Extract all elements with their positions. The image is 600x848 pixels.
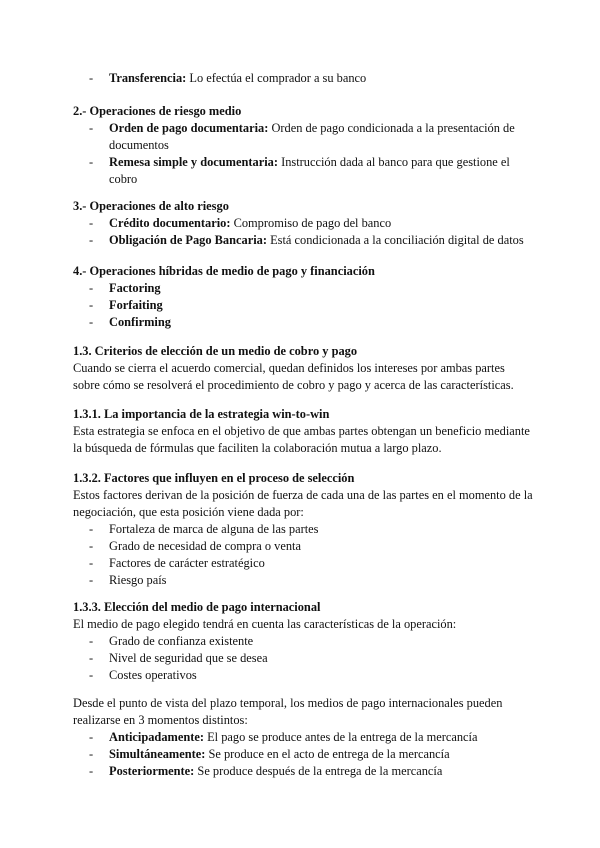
section-paragraph: Esta estrategia se enfoca en el objetivo de que ambas partes obtengan un beneficio mediante la búsqueda de fórmulas que faciliten la colaboración mutua a largo plazo. [73, 424, 530, 455]
section-1-3 [73, 343, 533, 394]
dash-marker: - [89, 539, 94, 553]
dash-marker: - [89, 71, 94, 85]
section-high-risk [73, 198, 533, 249]
choice-criteria-list [73, 633, 533, 684]
section-heading: 2.- Operaciones de riesgo medio [73, 104, 242, 118]
section-1-3-3 [73, 599, 533, 684]
section-heading: 1.3.2. Factores que influyen en el proceso de selección [73, 471, 355, 485]
list-item [73, 521, 533, 538]
list-item [73, 154, 533, 188]
list-item-term: Orden de pago documentaria: [109, 121, 269, 135]
dash-marker: - [89, 522, 94, 536]
list-item [73, 70, 533, 87]
transfer-list-block [73, 70, 533, 87]
dash-marker: - [89, 121, 94, 135]
list-item-term: Transferencia: [109, 71, 187, 85]
list-item [73, 314, 533, 331]
section-timing [73, 695, 533, 780]
dash-marker: - [89, 651, 94, 665]
section-hybrid [73, 263, 533, 331]
dash-marker: - [89, 668, 94, 682]
list-item [73, 215, 533, 232]
list-item [73, 650, 533, 667]
medium-risk-list [73, 120, 533, 188]
section-paragraph: Cuando se cierra el acuerdo comercial, quedan definidos los intereses por ambas partes sobre cómo se resolverá el procedimiento de cobro y pago y acerca de las características. [73, 361, 514, 392]
list-item [73, 232, 533, 249]
list-item-text: Grado de necesidad de compra o venta [109, 539, 301, 553]
dash-marker: - [89, 573, 94, 587]
section-heading: 1.3.1. La importancia de la estrategia win-to-win [73, 407, 330, 421]
dash-marker: - [89, 315, 94, 329]
timing-list [73, 729, 533, 780]
list-item-text: Costes operativos [109, 668, 197, 682]
section-heading: 1.3.3. Elección del medio de pago internacional [73, 600, 321, 614]
section-heading: 3.- Operaciones de alto riesgo [73, 199, 229, 213]
transfer-list [73, 70, 533, 87]
list-item-term: Remesa simple y documentaria: [109, 155, 278, 169]
dash-marker: - [89, 747, 94, 761]
list-item-text: Fortaleza de marca de alguna de las partes [109, 522, 319, 536]
list-item-text: Grado de confianza existente [109, 634, 254, 648]
list-item-text: Lo efectúa el comprador a su banco [186, 71, 367, 85]
hybrid-list [73, 280, 533, 331]
section-paragraph: Estos factores derivan de la posición de fuerza de cada una de las partes en el momento de la negociación, que esta posición viene dada por: [73, 488, 533, 519]
list-item-text: El pago se produce antes de la entrega de la mercancía [204, 730, 478, 744]
list-item-text: Está condicionada a la conciliación digital de datos [266, 233, 524, 247]
list-item-text: Orden de pago condicionada a la presentación de documentos [109, 121, 515, 152]
list-item [73, 297, 533, 314]
list-item-term: Simultáneamente: [109, 747, 206, 761]
dash-marker: - [89, 556, 94, 570]
section-medium-risk [73, 103, 533, 188]
section-paragraph: El medio de pago elegido tendrá en cuenta las características de la operación: [73, 617, 457, 631]
list-item-text: Factores de carácter estratégico [109, 556, 265, 570]
list-item [73, 667, 533, 684]
list-item-term: Factoring [109, 281, 161, 295]
dash-marker: - [89, 233, 94, 247]
list-item [73, 746, 533, 763]
dash-marker: - [89, 730, 94, 744]
list-item [73, 633, 533, 650]
section-1-3-1 [73, 406, 533, 457]
section-heading: 4.- Operaciones híbridas de medio de pago y financiación [73, 264, 375, 278]
list-item-text: Se produce después de la entrega de la mercancía [194, 764, 443, 778]
list-item-text: Nivel de seguridad que se desea [109, 651, 268, 665]
dash-marker: - [89, 764, 94, 778]
dash-marker: - [89, 281, 94, 295]
list-item-text: Compromiso de pago del banco [230, 216, 392, 230]
list-item [73, 280, 533, 297]
list-item-text: Riesgo país [109, 573, 167, 587]
list-item [73, 572, 533, 589]
list-item [73, 555, 533, 572]
list-item-term: Confirming [109, 315, 171, 329]
factors-list [73, 521, 533, 589]
list-item [73, 763, 533, 780]
list-item-term: Obligación de Pago Bancaria: [109, 233, 267, 247]
list-item-term: Forfaiting [109, 298, 163, 312]
list-item-term: Posteriormente: [109, 764, 195, 778]
list-item-text: Instrucción dada al banco para que gestione el cobro [109, 155, 510, 186]
section-heading: 1.3. Criterios de elección de un medio de cobro y pago [73, 344, 358, 358]
dash-marker: - [89, 634, 94, 648]
section-1-3-2 [73, 470, 533, 589]
section-paragraph: Desde el punto de vista del plazo temporal, los medios de pago internacionales pueden realizarse en 3 momentos distintos: [73, 696, 503, 727]
dash-marker: - [89, 216, 94, 230]
list-item-text: Se produce en el acto de entrega de la mercancía [205, 747, 450, 761]
list-item [73, 538, 533, 555]
list-item-term: Crédito documentario: [109, 216, 231, 230]
dash-marker: - [89, 155, 94, 169]
list-item-term: Anticipadamente: [109, 730, 204, 744]
list-item [73, 729, 533, 746]
high-risk-list [73, 215, 533, 249]
list-item [73, 120, 533, 154]
dash-marker: - [89, 298, 94, 312]
